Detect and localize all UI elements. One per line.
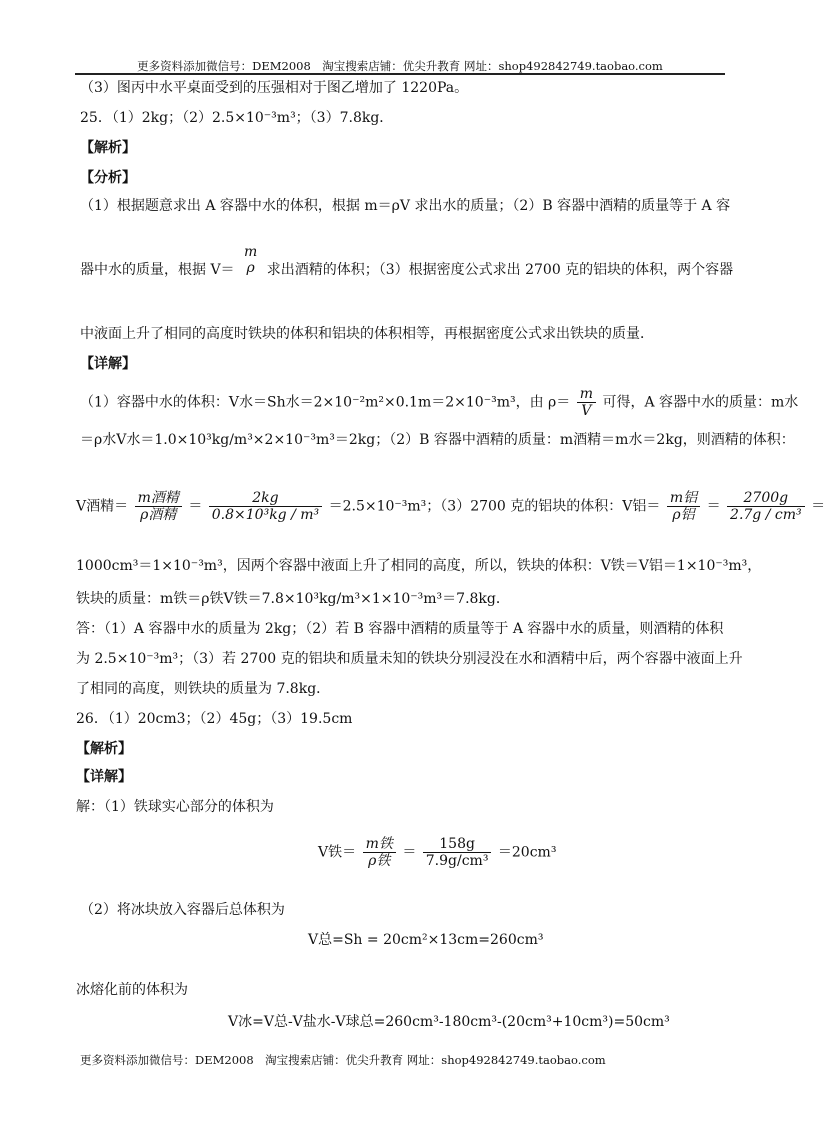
fraction [727, 490, 805, 523]
text-segment: ＝20cm³ [497, 844, 557, 861]
section-jiexi: 【解析】 [76, 741, 132, 757]
fraction-numerator: m [577, 386, 596, 403]
fraction-numerator: 2kg [209, 490, 322, 507]
text-line: （3）图丙中水平桌面受到的压强相对于图乙增加了 1220Pa。 [80, 80, 469, 96]
fraction-denominator: ρ铝 [672, 507, 695, 523]
fraction [423, 836, 492, 869]
text-line: （1）根据题意求出 A 容器中水的体积，根据 m＝ρV 求出水的质量；（2）B 容器中酒精的质量等于 A 容 [80, 198, 731, 214]
text-segment: （1）容器中水的体积：V水＝Sh水＝2×10⁻²m²×0.1m＝2×10⁻³m³，由 ρ＝ [80, 394, 571, 411]
text-line: 冰熔化前的体积为 [76, 982, 188, 998]
text-segment: 可得，A 容器中水的质量：m水 [602, 394, 799, 411]
section-jiexi: 【解析】 [80, 140, 136, 156]
text-line: 答：（1）A 容器中水的质量为 2kg；（2）若 B 容器中酒精的质量等于 A 容器中水的质量，则酒精的体积 [76, 621, 724, 637]
fraction-denominator: 0.8×10³kg / m³ [211, 507, 320, 523]
text-segment: ＝ [188, 498, 203, 515]
fraction-numerator: m铝 [667, 490, 700, 507]
fraction-numerator: m铁 [363, 836, 396, 853]
equation: V冰=V总-V盐水-V球总=260cm³-180cm³-(20cm³+10cm³)=50cm³ [228, 1014, 670, 1030]
equation: V总=Sh = 20cm²×13cm=260cm³ [308, 932, 544, 948]
fraction-denominator: ρ酒精 [140, 507, 177, 523]
text-line: 为 2.5×10⁻³m³；（3）若 2700 克的铝块和质量未知的铁块分别浸没在水和酒精中后，两个容器中液面上升 [76, 651, 743, 667]
text-line: （2）将冰块放入容器后总体积为 [80, 902, 285, 918]
text-line [80, 386, 798, 419]
fraction [667, 490, 700, 523]
fraction [209, 490, 322, 523]
text-line: 1000cm³＝1×10⁻³m³，因两个容器中液面上升了相同的高度，所以，铁块的体积：V铁＝V铝＝1×10⁻³m³， [76, 558, 762, 574]
text-line: 解：（1）铁球实心部分的体积为 [76, 799, 274, 815]
text-segment: ＝2.5×10⁻³m³；（3）2700 克的铝块的体积：V铝＝ [328, 498, 661, 515]
fraction-numerator: 2700g [727, 490, 805, 507]
fraction-numerator: 158g [423, 836, 492, 853]
text-segment: V铁＝ [318, 844, 357, 861]
header-rule [75, 73, 725, 75]
text-segment: V酒精＝ [76, 498, 129, 515]
fraction-denominator: ρ [246, 260, 255, 276]
text-segment: ＝ [402, 844, 417, 861]
fraction [363, 836, 396, 869]
fraction-denominator: V [581, 403, 592, 419]
answer-25: 25．（1）2kg；（2）2.5×10⁻³m³；（3）7.8kg． [80, 110, 394, 126]
fraction-numerator: m酒精 [135, 490, 182, 507]
page-footer: 更多资料添加微信号：DEM2008 淘宝搜索店铺：优尖升教育 网址：shop492842749.taobao.com [80, 1053, 606, 1067]
section-xiangjie: 【详解】 [76, 769, 132, 785]
equation [318, 836, 556, 869]
fraction [135, 490, 182, 523]
fraction-denominator: 7.9g/cm³ [425, 853, 489, 869]
fraction-numerator: m [244, 244, 258, 260]
text-segment: ＝ [811, 498, 825, 515]
text-segment: 器中水的质量，根据 V＝ [80, 262, 235, 278]
section-xiangjie: 【详解】 [80, 356, 136, 372]
answer-26: 26．（1）20cm3；（2）45g；（3）19.5cm [76, 711, 353, 727]
text-line: 了相同的高度，则铁块的质量为 7.8kg． [76, 681, 331, 697]
text-line [76, 490, 825, 523]
fraction [241, 244, 260, 276]
fraction-denominator: ρ铁 [368, 853, 391, 869]
text-line: ＝ρ水V水＝1.0×10³kg/m³×2×10⁻³m³＝2kg；（2）B 容器中酒精的质量：m酒精＝m水＝2kg，则酒精的体积： [80, 432, 795, 448]
fraction-denominator: 2.7g / cm³ [730, 507, 802, 523]
fraction [577, 386, 596, 419]
text-segment: 求出酒精的体积；（3）根据密度公式求出 2700 克的铝块的体积，两个容器 [266, 262, 734, 278]
page-header: 更多资料添加微信号：DEM2008 淘宝搜索店铺：优尖升教育 网址：shop492842749.taobao.com [137, 59, 663, 73]
section-fenxi: 【分析】 [80, 170, 136, 186]
text-line [80, 244, 734, 280]
text-line: 铁块的质量：m铁＝ρ铁V铁＝7.8×10³kg/m³×1×10⁻³m³＝7.8kg． [76, 591, 510, 607]
text-line: 中液面上升了相同的高度时铁块的体积和铝块的体积相等，再根据密度公式求出铁块的质量． [80, 326, 654, 342]
text-segment: ＝ [706, 498, 721, 515]
